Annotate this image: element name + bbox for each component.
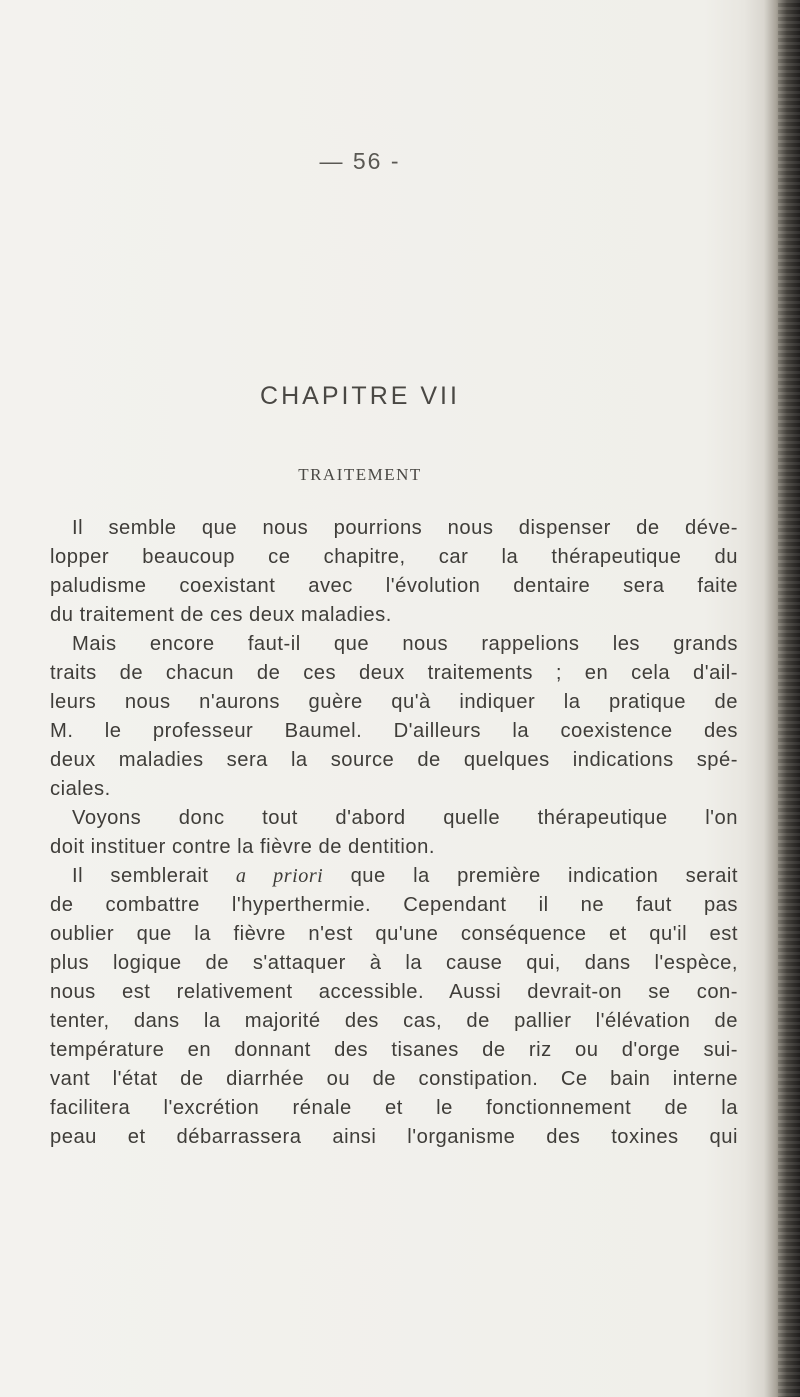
page-number: — 56 - [319, 148, 401, 174]
text-line: tenter, dans la majorité des cas, de pallier l'élévation de [50, 1010, 738, 1032]
text-line: facilitera l'excrétion rénale et le fonctionnement de la [50, 1097, 738, 1119]
text-line: température en donnant des tisanes de riz ou d'orge sui- [50, 1039, 738, 1061]
text-line: de combattre l'hyperthermie. Cependant il ne faut pas [50, 894, 738, 916]
text-line: lopper beaucoup ce chapitre, car la thérapeutique du [50, 546, 738, 568]
section-title: TRAITEMENT [298, 465, 422, 484]
text-line: traits de chacun de ces deux traitements ; en cela d'ail- [50, 662, 738, 684]
text-line: Mais encore faut-il que nous rappelions les grands [72, 633, 738, 655]
text-line: leurs nous n'aurons guère qu'à indiquer la pratique de [50, 691, 738, 713]
text-line [50, 862, 738, 891]
text-line: vant l'état de diarrhée ou de constipation. Ce bain interne [50, 1068, 738, 1090]
text-line: Il semble que nous pourrions nous dispenser de déve- [72, 517, 738, 539]
text-line: ciales. [50, 778, 111, 800]
text-line: doit instituer contre la fièvre de dentition. [50, 836, 435, 858]
italic-phrase: a priori [235, 865, 324, 887]
page-binding-edge [778, 0, 800, 1397]
body-text [50, 514, 738, 1152]
text-line: oublier que la fièvre n'est qu'une conséquence et qu'il est [50, 923, 738, 945]
text-segment: Il semblerait [72, 865, 236, 887]
text-line: peau et débarrassera ainsi l'organisme des toxines qui [50, 1126, 738, 1148]
text-line: du traitement de ces deux maladies. [50, 604, 392, 626]
text-line: Voyons donc tout d'abord quelle thérapeutique l'on [72, 807, 738, 829]
text-line: deux maladies sera la source de quelques indications spé- [50, 749, 738, 771]
text-line: M. le professeur Baumel. D'ailleurs la coexistence des [50, 720, 738, 742]
text-line: plus logique de s'attaquer à la cause qui, dans l'espèce, [50, 952, 738, 974]
chapter-title: CHAPITRE VII [260, 382, 460, 410]
text-line: paludisme coexistant avec l'évolution dentaire sera faite [50, 575, 738, 597]
text-segment: que la première indication serait [323, 865, 738, 887]
text-line: nous est relativement accessible. Aussi devrait-on se con- [50, 981, 738, 1003]
